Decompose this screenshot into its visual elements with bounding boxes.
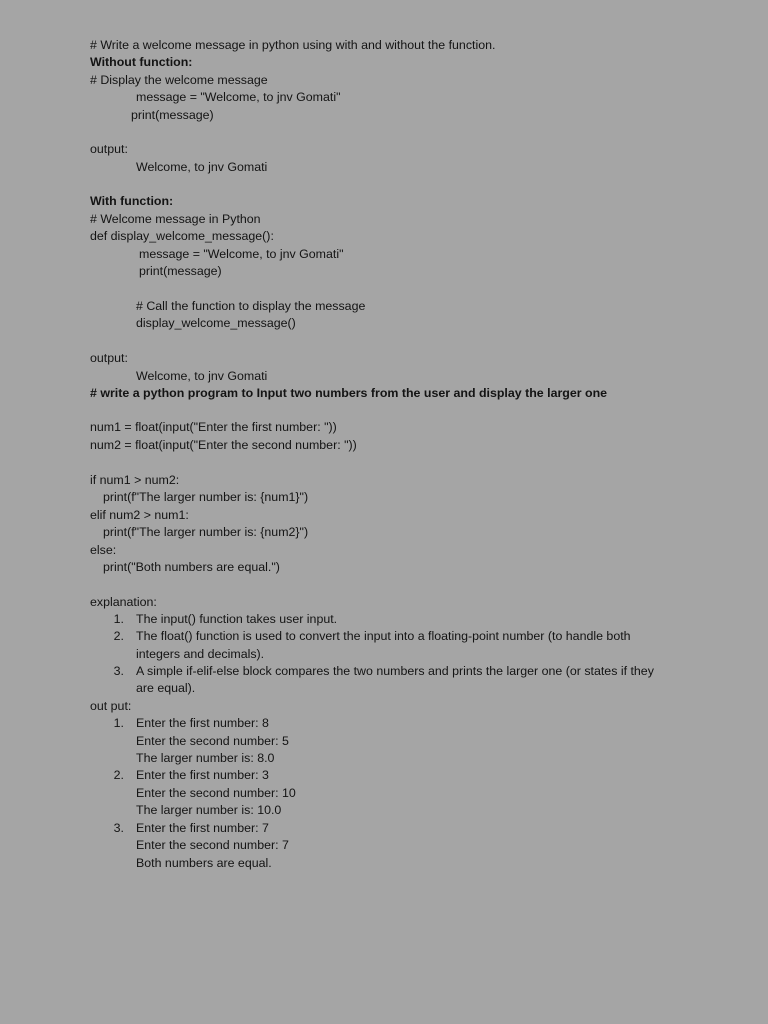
list-item: Enter the second number: 7	[136, 838, 289, 852]
list-number: 3.	[113, 821, 124, 835]
list-number: 3.	[113, 664, 124, 678]
without-function-heading: Without function:	[90, 55, 193, 69]
code-line: print("Both numbers are equal.")	[103, 560, 280, 574]
list-item: Enter the second number: 5	[136, 734, 289, 748]
call-line: display_welcome_message()	[136, 316, 296, 330]
list-item: The larger number is: 10.0	[136, 803, 282, 817]
list-item: are equal).	[136, 681, 196, 695]
program-heading: # write a python program to Input two numbers from the user and display the larger one	[90, 386, 608, 400]
list-number: 2.	[113, 629, 124, 643]
code-line: print(f"The larger number is: {num1}")	[103, 490, 309, 504]
list-item: Enter the second number: 10	[136, 786, 296, 800]
title-comment: # Write a welcome message in python using with and without the function.	[90, 38, 496, 52]
output-label: output:	[90, 351, 128, 365]
code-line: num2 = float(input("Enter the second number: "))	[90, 438, 357, 452]
list-item: Enter the first number: 3	[136, 768, 269, 782]
code-print-line: print(message)	[131, 108, 214, 122]
list-item: Both numbers are equal.	[136, 856, 272, 870]
list-number: 1.	[113, 612, 124, 626]
output-value: Welcome, to jnv Gomati	[136, 369, 268, 383]
list-number: 1.	[113, 716, 124, 730]
display-comment: # Display the welcome message	[90, 73, 268, 87]
list-item: The larger number is: 8.0	[136, 751, 275, 765]
list-item: The float() function is used to convert the input into a floating-point number (to handle both	[136, 629, 631, 643]
list-item: A simple if-elif-else block compares the two numbers and prints the larger one (or states if they	[136, 664, 654, 678]
code-line: elif num2 > num1:	[90, 508, 189, 522]
code-line: num1 = float(input("Enter the first number: "))	[90, 420, 337, 434]
list-number: 2.	[113, 768, 124, 782]
output-label: output:	[90, 142, 128, 156]
code-line: print(f"The larger number is: {num2}")	[103, 525, 309, 539]
list-item: Enter the first number: 7	[136, 821, 269, 835]
list-item: The input() function takes user input.	[136, 612, 338, 626]
code-print-line: print(message)	[139, 264, 222, 278]
call-comment: # Call the function to display the message	[136, 299, 366, 313]
list-item: integers and decimals).	[136, 647, 265, 661]
def-line: def display_welcome_message():	[90, 229, 274, 243]
output-label: out put:	[90, 699, 132, 713]
with-function-heading: With function:	[90, 194, 174, 208]
code-message-line: message = "Welcome, to jnv Gomati"	[139, 247, 344, 261]
code-line: if num1 > num2:	[90, 473, 180, 487]
list-item: Enter the first number: 8	[136, 716, 269, 730]
explanation-label: explanation:	[90, 595, 157, 609]
output-value: Welcome, to jnv Gomati	[136, 160, 268, 174]
welcome-comment: # Welcome message in Python	[90, 212, 261, 226]
code-line: else:	[90, 543, 117, 557]
code-message-line: message = "Welcome, to jnv Gomati"	[136, 90, 341, 104]
